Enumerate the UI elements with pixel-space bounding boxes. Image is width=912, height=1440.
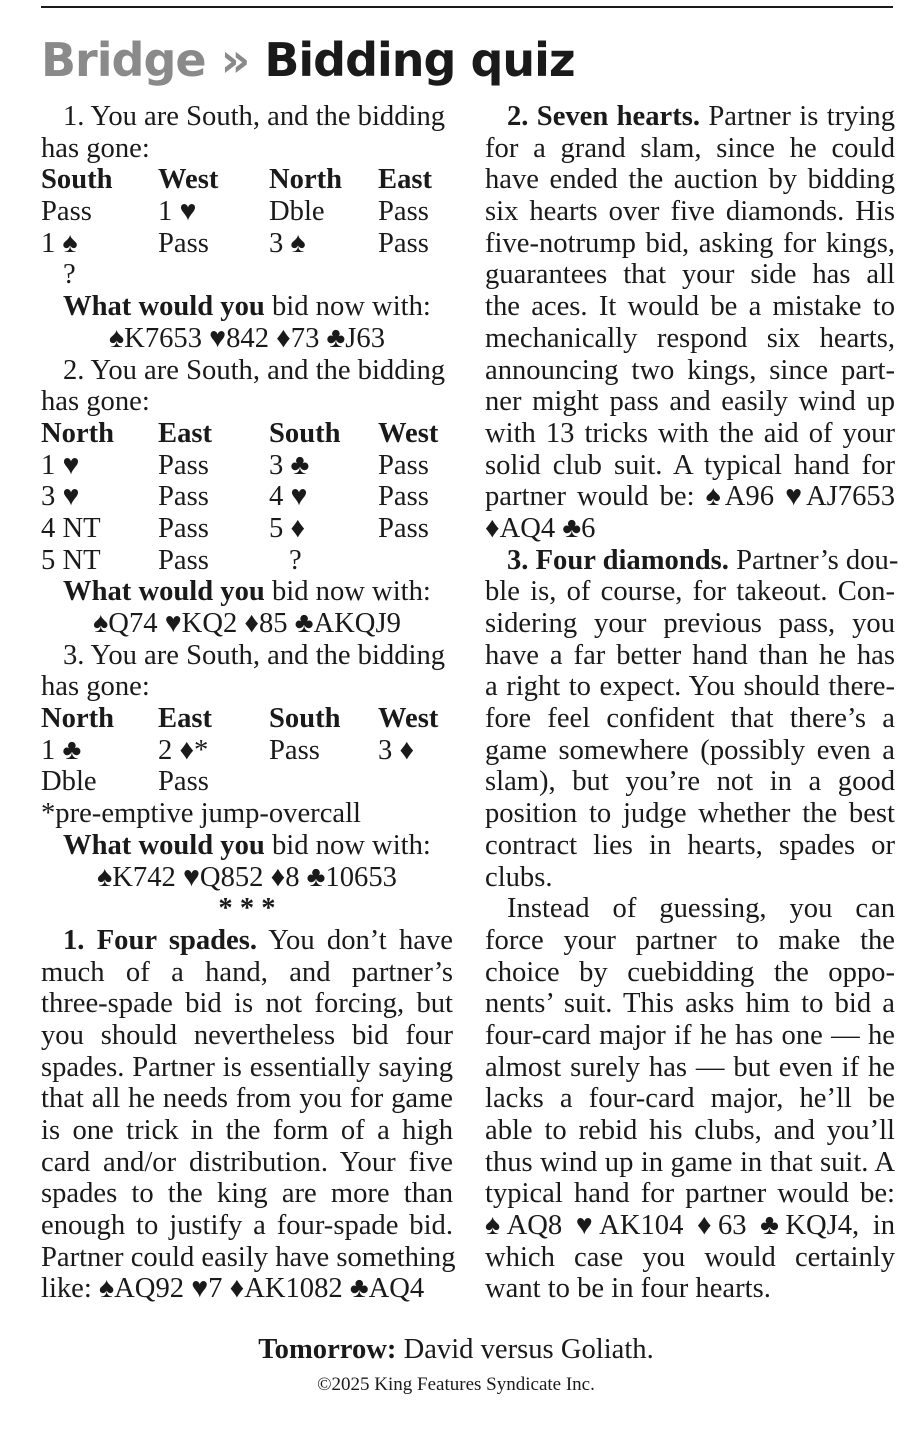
auction-bid: Pass (378, 449, 429, 481)
prompt-bold: What would you (63, 576, 265, 608)
answer-3b-line: almost surely has — but even if he (485, 1051, 895, 1083)
breadcrumb-separator: » (220, 33, 250, 87)
answer-3-line: slam), but you’re not in a good (485, 766, 895, 798)
answer-1-line: spades to the king are more than (41, 1178, 453, 1210)
answer-2-line: solid club suit. A typical hand for (485, 449, 895, 481)
answer-2-line: the aces. It would be a mistake to (485, 291, 895, 323)
auction-bid: 3 ♠ (269, 227, 306, 259)
auction-bid: Dble (41, 766, 97, 798)
answer-1-line: card and/or distribution. Your five (41, 1146, 453, 1178)
top-rule (41, 6, 893, 8)
auction-bid: Pass (378, 227, 429, 259)
answer-3b-line: ♠AQ8 ♥AK104 ♦63 ♣KQJ4, in (485, 1210, 895, 1242)
auction-header: South (269, 417, 341, 449)
answer-2-line: with 13 tricks with the aid of your (485, 417, 895, 449)
auction-bid: 2 ♦* (158, 734, 209, 766)
article-title: Bidding quiz (264, 33, 575, 87)
prompt-rest: bid now with: (264, 291, 431, 323)
answer-3b-line: choice by cuebidding the oppo- (485, 956, 895, 988)
answer-1-line: like: ♠AQ92 ♥7 ♦AK1082 ♣AQ4 (41, 1273, 425, 1305)
answer-2-line: five-notrump bid, asking for kings, (485, 227, 895, 259)
answer-3b-line: four-card major if he has one — he (485, 1019, 895, 1051)
answer-3-line (485, 544, 899, 577)
prompt-bold: What would you (63, 291, 265, 323)
auction-bid: 4 ♥ (269, 481, 308, 513)
answer-2-line: partner would be: ♠A96 ♥AJ7653 (485, 481, 895, 513)
auction-header: South (41, 164, 113, 196)
answer-3b-line: Instead of guessing, you can (507, 893, 895, 925)
auction-bid: Pass (158, 512, 209, 544)
answer-3b-line: typical hand for partner would be: (485, 1178, 895, 1210)
auction-bid: Dble (269, 196, 325, 228)
tomorrow-text: David versus Goliath. (396, 1334, 654, 1365)
answer-1-line: that all he needs from you for game (41, 1083, 453, 1115)
auction-bid: Pass (41, 196, 92, 228)
answer-2-line: announcing two kings, since part- (485, 354, 895, 386)
answer-3-line: contract lies in hearts, spades or (485, 829, 895, 861)
quiz-1-auction (41, 164, 453, 291)
quiz-1-prompt (41, 291, 453, 323)
answer-1-line: much of a hand, and partner’s (41, 956, 453, 988)
answer-1-line: spades. Partner is essentially saying (41, 1051, 453, 1083)
auction-bid: Pass (158, 766, 209, 798)
quiz-2-intro: 2. You are South, and the bidding (63, 354, 446, 386)
auction-bid: 3 ♦ (378, 734, 415, 766)
auction-bid (158, 259, 269, 291)
answer-1-text: You don’t have (257, 924, 453, 956)
answer-3-line: fore feel confident that there’s a (485, 703, 895, 735)
auction-bid: Pass (158, 481, 209, 513)
answer-3b-line: thus wind up in game in that suit. A (485, 1146, 895, 1178)
answer-3-line: position to judge whether the best (485, 798, 895, 830)
auction-bid: Pass (158, 449, 209, 481)
answer-1-line: you should nevertheless bid four (41, 1019, 453, 1051)
auction-header: North (269, 164, 343, 196)
answer-2-text: Partner is trying (700, 101, 896, 132)
answer-3b-line: which case you would certainly (485, 1241, 895, 1273)
answer-2-line: have ended the auction by bidding (485, 164, 895, 196)
answer-1-line: is one trick in the form of a high (41, 1115, 453, 1146)
auction-bid (378, 259, 453, 291)
auction-header: East (158, 703, 213, 735)
quiz-3-intro: 3. You are South, and the bidding (63, 639, 446, 671)
auction-bid: 5 NT (41, 544, 101, 576)
quiz-3-intro-cont: has gone: (41, 671, 150, 703)
left-column (41, 101, 456, 1305)
quiz-3-auction (41, 703, 453, 798)
auction-bid (269, 259, 378, 291)
answer-3-line: sidering your previous pass, you (485, 608, 895, 639)
auction-header: East (158, 417, 213, 449)
quiz-3-hand: ♠K742 ♥Q852 ♦8 ♣10653 (97, 861, 397, 893)
answer-3-title: 3. Four diamonds. (507, 544, 729, 576)
quiz-2-auction (41, 418, 453, 576)
auction-bid: Pass (378, 481, 429, 513)
tomorrow-teaser (0, 1333, 912, 1367)
answer-1-line (41, 925, 453, 957)
auction-header: North (41, 703, 115, 735)
quiz-1-intro: 1. You are South, and the bidding (63, 101, 446, 132)
auction-header: East (378, 164, 433, 196)
answer-3-line: clubs. (485, 861, 553, 893)
quiz-3-prompt (41, 830, 453, 862)
auction-bid: 5 ♦ (269, 512, 306, 544)
auction-bid: ? (63, 259, 76, 291)
quiz-2-intro-cont: has gone: (41, 386, 150, 418)
quiz-2-hand: ♠Q74 ♥KQ2 ♦85 ♣AKQJ9 (93, 608, 401, 639)
answer-3b-line: lacks a four-card major, he’ll be (485, 1083, 895, 1115)
tomorrow-label: Tomorrow: (258, 1334, 397, 1365)
copyright-notice: ©2025 King Features Syndicate Inc. (317, 1374, 595, 1395)
answer-1-line: Partner could easily have something (41, 1241, 456, 1273)
auction-bid: 1 ♣ (41, 734, 82, 766)
auction-bid: Pass (158, 544, 209, 576)
quiz-1-hand: ♠K7653 ♥842 ♦73 ♣J63 (108, 322, 385, 354)
quiz-1-intro-cont: has gone: (41, 132, 150, 164)
auction-bid: 1 ♥ (158, 196, 197, 228)
quiz-2-prompt (41, 576, 453, 608)
auction-header: West (378, 417, 439, 449)
section-divider: * * * (218, 893, 276, 925)
answer-3b-line: force your partner to make the (485, 924, 895, 956)
answer-2-line: ♦AQ4 ♣6 (485, 512, 596, 544)
auction-bid: 1 ♠ (41, 227, 78, 259)
section-name: Bridge (41, 33, 206, 87)
auction-bid (378, 545, 453, 577)
answer-2-line: six hearts over five diamonds. His (485, 196, 895, 228)
answer-2-line (485, 101, 895, 133)
auction-bid: Pass (378, 512, 429, 544)
answer-2-line: ner might pass and easily wind up (485, 386, 895, 418)
answer-3-line: have a far better hand than he has (485, 639, 895, 671)
auction-bid: Pass (158, 227, 209, 259)
auction-bid (269, 766, 378, 798)
right-column (485, 101, 899, 1305)
answer-1-title: 1. Four spades. (63, 924, 258, 956)
answer-3-line: ble is, of course, for takeout. Con- (485, 576, 895, 608)
auction-bid: 3 ♥ (41, 481, 80, 513)
answer-3-text: Partner’s dou- (728, 544, 899, 576)
auction-bid (378, 766, 453, 798)
answer-3b-line: able to rebid his clubs, and you’ll (485, 1115, 895, 1146)
auction-bid: 4 NT (41, 512, 101, 544)
page-title (41, 30, 575, 90)
answer-1-line: three-spade bid is not forcing, but (41, 988, 453, 1020)
answer-2-line: guarantees that your side has all (485, 259, 895, 291)
auction-bid: Pass (378, 196, 429, 228)
answer-3-line: a right to expect. You should there- (485, 671, 895, 703)
answer-1-line: enough to justify a four-spade bid. (41, 1210, 453, 1242)
prompt-rest: bid now with: (264, 576, 431, 608)
auction-header: West (158, 164, 219, 196)
answer-2-line: for a grand slam, since he could (485, 132, 895, 164)
quiz-3-note: *pre-emptive jump-overcall (41, 798, 361, 830)
answer-3b-line: nents’ suit. This asks him to bid a (485, 988, 895, 1020)
auction-bid: 1 ♥ (41, 449, 80, 481)
auction-header: South (269, 703, 341, 735)
auction-header: North (41, 417, 115, 449)
auction-bid: Pass (269, 734, 320, 766)
auction-header: West (378, 703, 439, 735)
auction-bid: ? (289, 544, 302, 576)
answer-2-title: 2. Seven hearts. (507, 101, 701, 132)
answer-3b-line: want to be in four hearts. (485, 1273, 771, 1305)
answer-3-line: game somewhere (possibly even a (485, 734, 895, 766)
prompt-rest: bid now with: (264, 829, 431, 861)
auction-bid: 3 ♣ (269, 449, 310, 481)
answer-2-line: mechanically respond six hearts, (485, 322, 895, 354)
prompt-bold: What would you (63, 829, 265, 861)
